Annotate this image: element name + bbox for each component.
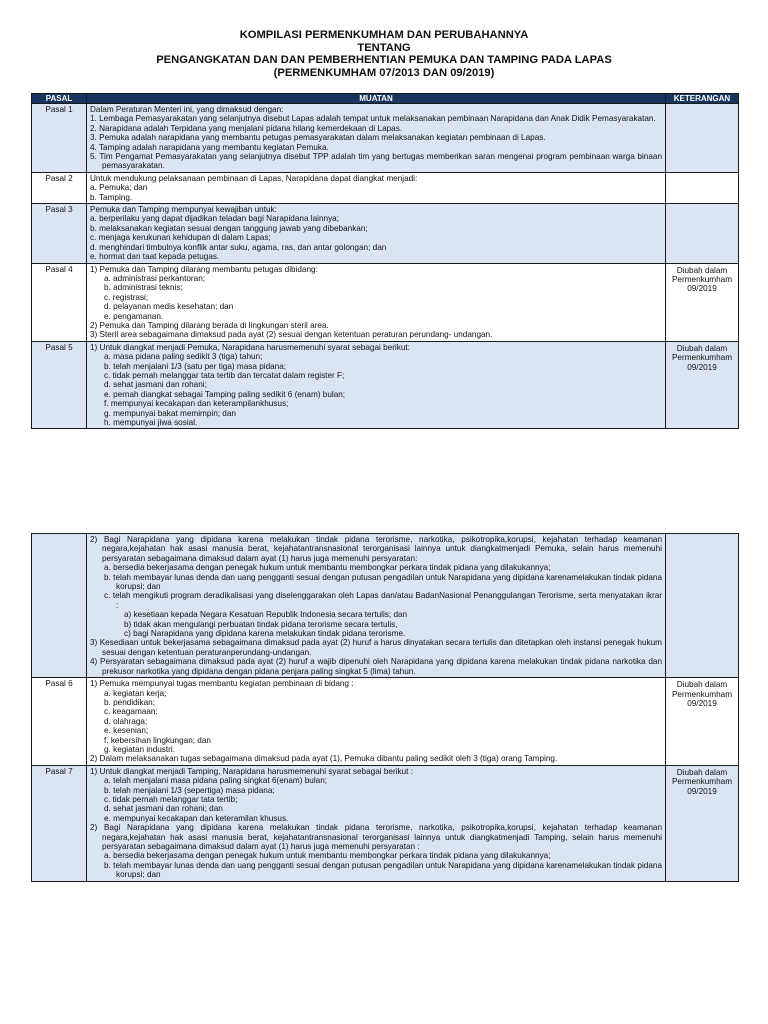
content-line: a. kegiatan kerja; xyxy=(104,688,167,698)
table-row xyxy=(32,263,739,341)
muatan-cell xyxy=(87,172,666,203)
content-line: e. pernah diangkat sebagai Tamping paling sedikit 6 (enam) bulan; xyxy=(104,389,346,399)
keterangan-cell: Diubah dalam Permenkumham 09/2019 xyxy=(666,341,739,429)
pasal-cell: Pasal 2 xyxy=(32,172,87,203)
content-line: Pemuka dan Tamping mempunyai kewajiban untuk: xyxy=(90,205,277,215)
content-line: e. hormat dan taat kepada petugas. xyxy=(90,252,220,262)
content-line: 5. Tim Pengamat Pemasyarakatan yang selanjutnya disebut TPP adalah tim yang bertugas memberikan saran mengenai program pembinaan warga binaan pemasyarakatan. xyxy=(90,152,662,171)
content-line: f. kebersihan lingkungan; dan xyxy=(104,735,211,745)
muatan-cell xyxy=(87,104,666,173)
content-line: 3. Pemuka adalah narapidana yang membantu petugas pemasyarakatan dalam melaksanakan kegiatan pembinaan di Lapas. xyxy=(90,133,546,143)
content-line: d. olahraga; xyxy=(104,716,148,726)
content-line: a. administrasi perkantoran; xyxy=(104,273,206,283)
content-line: 3) Steril area sebagaimana dimaksud pada ayat (2) sesuai dengan ketentuan peraturan perundang- undangan. xyxy=(90,330,493,340)
content-line: 4) Persyaratan sebagaimana dimaksud pada ayat (2) huruf a wajib dipenuhi oleh Narapidana yang dipidana karena melakukan tindak pidana narkotika dan prekusor narkotika yang dipidana dengan pidana penjara paling singkat 5 (lima) tahun. xyxy=(90,657,662,676)
table-row xyxy=(32,104,739,173)
pasal-cell xyxy=(32,534,87,678)
muatan-cell xyxy=(87,263,666,341)
pasal-cell: Pasal 3 xyxy=(32,204,87,263)
content-line: e. pengamanan. xyxy=(104,311,164,321)
content-line: 1) Pemuka dan Tamping dilarang membantu petugas dibidang: xyxy=(90,264,318,274)
header-topic: PENGANGKATAN DAN DAN PEMBERHENTIAN PEMUKA DAN TAMPING PADA LAPAS xyxy=(156,54,612,67)
content-line: 1) Untuk diangkat menjadi Pemuka, Narapidana harusmemenuhi syarat sebagai berikut: xyxy=(90,342,410,352)
header-regulation: (PERMENKUMHAM 07/2013 DAN 09/2019) xyxy=(273,66,495,79)
muatan-cell xyxy=(87,341,666,429)
content-line: b. melaksanakan kegiatan sesuai dengan tanggung jawab yang dibebankan; xyxy=(90,223,368,233)
content-line: b. telah menjalani 1/3 (sepertiga) masa pidana; xyxy=(104,785,275,795)
header-title: KOMPILASI PERMENKUMHAM DAN PERUBAHANNYA xyxy=(239,29,529,41)
content-line: d. menghindari timbulnya konflik antar suku, agama, ras, dan antar golongan; dan xyxy=(90,242,387,252)
col-header-keterangan: KETERANGAN xyxy=(666,94,739,104)
pasal-cell: Pasal 7 xyxy=(32,765,87,881)
keterangan-cell: Diubah dalam Permenkumham 09/2019 xyxy=(666,678,739,766)
content-line: g. mempunyai bakat memimpin; dan xyxy=(104,408,236,418)
content-line: a. masa pidana paling sedikit 3 (tiga) tahun; xyxy=(104,352,263,362)
content-line: f. mempunyai kecakapan dan keterampilankhusus; xyxy=(104,399,289,409)
keterangan-cell: Diubah dalam Permenkumham 09/2019 xyxy=(666,765,739,881)
content-line: a. bersedia bekerjasama dengan penegak hukum untuk membantu membongkar perkara tindak pidana yang dilakukannya; xyxy=(104,563,551,573)
content-line: 1) Untuk diangkat menjadi Tamping, Narapidana harusmemenuhi syarat sebagai berikut : xyxy=(90,766,413,776)
content-line: b) tidak akan mengulangi perbuatan tindak pidana terorisme secara tertulis, xyxy=(124,619,398,629)
content-line: 2) Dalam melaksanakan tugas sebagaimana dimaksud pada ayat (1), Pemuka dibantu paling sedikit oleh 3 (tiga) orang Tamping. xyxy=(90,754,558,764)
regulation-table-part-1 xyxy=(31,93,739,429)
content-line: b. Tamping. xyxy=(90,192,133,202)
content-line: d. sehat jasmani dan rohani; xyxy=(104,380,207,390)
content-line: c. telah mengikuti program deradikalisasi yang diselenggarakan oleh Lapas dan/atau BadanNasional Penanggulangan Terorisme, serta menyatakan ikrar : xyxy=(104,591,662,610)
content-line: b. telah menjalani 1/3 (satu per tiga) masa pidana; xyxy=(104,361,287,371)
header-subtitle: TENTANG xyxy=(357,41,411,54)
table-row xyxy=(32,678,739,766)
content-line: 1) Pemuka mempunyai tugas membantu kegiatan pembinaan di bidang : xyxy=(90,679,354,689)
table-row xyxy=(32,172,739,203)
content-line: a) kesetiaan kepada Negara Kesatuan Republik Indonesia secara tertulis; dan xyxy=(124,610,408,620)
content-line: e. mempunyai kecakapan dan keteramilan khusus. xyxy=(104,813,289,823)
content-line: b. pendidikan; xyxy=(104,697,155,707)
muatan-cell xyxy=(87,765,666,881)
content-line: 4. Tamping adalah narapidana yang membantu kegiatan Pemuka. xyxy=(90,142,329,152)
table-row xyxy=(32,534,739,678)
content-line: b. administrasi teknis; xyxy=(104,283,183,293)
content-line: Dalam Peraturan Menteri ini, yang dimaksud dengan: xyxy=(90,105,284,114)
content-line: c) bagi Narapidana yang dipidana karena melakukan tindak pidana terorisme. xyxy=(124,629,406,639)
table-row xyxy=(32,765,739,881)
table-row xyxy=(32,341,739,429)
keterangan-cell xyxy=(666,172,739,203)
col-header-muatan: MUATAN xyxy=(87,94,666,104)
regulation-table-part-2 xyxy=(31,533,739,882)
content-line: d. sehat jasmani dan rohani; dan xyxy=(104,804,223,814)
pasal-cell: Pasal 4 xyxy=(32,263,87,341)
content-line: g. kegiatan industri. xyxy=(104,744,176,754)
content-line: a. bersedia bekerjasama dengan penegak hukum untuk membantu membongkar perkara tindak pidana yang dilakukannya; xyxy=(104,851,551,861)
content-line: h. mempunyai jiwa sosial. xyxy=(104,418,198,427)
col-header-pasal: PASAL xyxy=(32,94,87,104)
content-line: 2) Pemuka dan Tamping dilarang berada di lingkungan steril area. xyxy=(90,320,329,330)
content-line: Untuk mendukung pelaksanaan pembinaan di Lapas, Narapidana dapat diangkat menjadi: xyxy=(90,173,418,183)
table-header-row xyxy=(32,94,739,104)
content-line: b. telah membayar lunas denda dan uang pengganti sesuai dengan putusan pengadilan untuk Narapidana yang dipidana karenamelakukan tindak pidana korupsi; dan xyxy=(104,572,662,592)
pasal-cell: Pasal 1 xyxy=(32,104,87,173)
pasal-cell: Pasal 5 xyxy=(32,341,87,429)
content-line: a. telah menjalani masa pidana paling singkat 6(enam) bulan; xyxy=(104,776,328,786)
content-line: b. telah membayar lunas denda dan uang pengganti sesuai dengan putusan pengadilan untuk Narapidana yang dipidana karenamelakukan tindak pidana korupsi; dan xyxy=(104,860,662,880)
keterangan-cell xyxy=(666,104,739,173)
content-line: a. berperilaku yang dapat dijadikan teladan bagi Narapidana lainnya; xyxy=(90,214,339,224)
content-line: c. registrasi; xyxy=(104,292,149,302)
muatan-cell xyxy=(87,534,666,678)
content-line: c. tidak pernah melanggar tata tertib; xyxy=(104,794,238,804)
content-line: d. pelayanan medis kesehatan; dan xyxy=(104,302,234,312)
keterangan-cell xyxy=(666,204,739,263)
table-row xyxy=(32,204,739,263)
content-line: 1. Lembaga Pemasyarakatan yang selanjutnya disebut Lapas adalah tempat untuk melaksanakan pembinaan Narapidana dan Anak Didik Pemasyarakatan. xyxy=(90,114,656,124)
content-line: c. keagamaan; xyxy=(104,707,158,717)
document-header xyxy=(0,0,768,79)
muatan-cell xyxy=(87,678,666,766)
pasal-cell: Pasal 6 xyxy=(32,678,87,766)
content-line: a. Pemuka; dan xyxy=(90,183,148,193)
keterangan-cell xyxy=(666,534,739,678)
content-line: c. tidak pernah melanggar tata tertib dan tercatat dalam register F; xyxy=(104,370,345,380)
muatan-cell xyxy=(87,204,666,263)
content-line: 2) Bagi Narapidana yang dipidana karena melakukan tindak pidana terorisme, narkotika, psikotropika,korupsi, kejahatan terhadap keamanan negara,kejahatan hak asasi manusia berat, kejahatantransnasional terorganisasi lainnya untuk diangkatmenjadi Pemuka, selain harus memenuhi persyaratan sebagaimana dimaksud dalam ayat (1) harus juga memenuhi persyaratan: xyxy=(90,535,662,563)
content-line: 3) Kesediaan untuk bekerjasama sebagaimana dimaksud pada ayat (2) huruf a harus dinyatakan secara tertulis dan ditetapkan oleh instansi penegak hukum sesuai dengan ketentuan peraturanperundang-undangan. xyxy=(90,638,662,657)
content-line: 2) Bagi Narapidana yang dipidana karena melakukan tindak pidana terorisme, narkotika, psikotropika,korupsi, kejahatan terhadap keamanan negara,kejahatan hak asasi manusia berat, kejahatantransnasional terorganisasi lainnya untuk diangkatmenjadi Tamping, selain harus memenuhi persyaratan sebagaimana dimaksud dalam ayat (1) harus juga memenuhi persyaratan : xyxy=(90,823,662,851)
content-line: c. menjaga kerukunan kehidupan di dalam Lapas; xyxy=(90,233,271,243)
content-line: 2. Narapidana adalah Terpidana yang menjalani pidana hilang kemerdekaan di Lapas. xyxy=(90,123,403,133)
content-line: e. kesenian; xyxy=(104,726,149,736)
keterangan-cell: Diubah dalam Permenkumham 09/2019 xyxy=(666,263,739,341)
